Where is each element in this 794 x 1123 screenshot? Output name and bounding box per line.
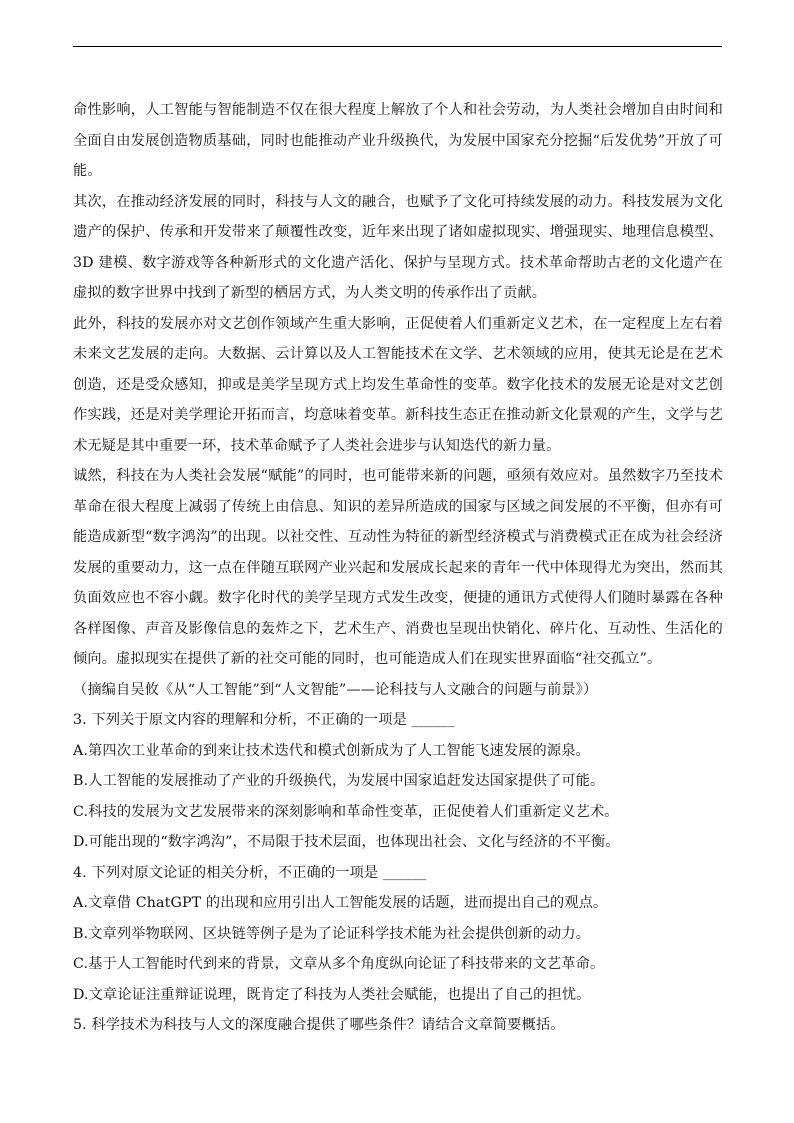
header-rule <box>73 46 722 47</box>
source-citation: （摘编自吴攸《从“人工智能”到“人文智能”——论科技与人文融合的问题与前景》） <box>73 681 598 698</box>
question-3-option-d: D.可能出现的“数字鸿沟”，不局限于技术层面，也体现出社会、文化与经济的不平衡。 <box>73 834 620 850</box>
question-3-option-b: B.人工智能的发展推动了产业的升级换代，为发展中国家追赶发达国家提供了可能。 <box>73 773 605 789</box>
question-4-option-c: C.基于人工智能时代到来的背景，文章从多个角度纵向论证了科技带来的文艺革命。 <box>73 956 605 972</box>
question-3-stem: 3. 下列关于原文内容的理解和分析，不正确的一项是 ______ <box>73 712 456 728</box>
question-3-option-c: C.科技的发展为文艺发展带来的深刻影响和革命性变革，正促使着人们重新定义艺术。 <box>73 803 619 820</box>
paragraph-4: 诚然，科技在为人类社会发展“赋能”的同时，也可能带来新的问题，亟须有效应对。虽然数字乃至技术革命在很大程度上减弱了传统上由信息、知识的差异所造成的国家与区域之间发展的不平衡，但亦有可能造成新型“数字鸿沟”的出现。以社交性、互动性为特征的新型经济模式与消费模式正在成为社会经济发展的重要动力，这一点在伴随互联网产业兴起和发展成长起来的青年一代中体现得尤为突出，然而其负面效应也不容小觑。数字化时代的美学呈现方式发生改变，便捷的通讯方式使得人们随时暴露在各种各样图像、声音及影像信息的轰炸之下，艺术生产、消费也呈现出快销化、碎片化、互动性、生活化的倾向。虚拟现实在提供了新的社交可能的同时，也可能造成人们在现实世界面临“社交孤立”。 <box>73 468 723 667</box>
question-3-option-a: A.第四次工业革命的到来让技术迭代和模式创新成为了人工智能飞速发展的源泉。 <box>73 742 590 759</box>
paragraph-1: 命性影响，人工智能与智能制造不仅在很大程度上解放了个人和社会劳动，为人类社会增加自由时间和全面自由发展创造物质基础，同时也能推动产业升级换代，为发展中国家充分挖掘“后发优势”开放了可能。 <box>73 102 723 179</box>
question-4-stem: 4. 下列对原文论证的相关分析，不正确的一项是 ______ <box>73 864 427 881</box>
question-5-stem: 5. 科学技术为科技与人文的深度融合提供了哪些条件？请结合文章简要概括。 <box>73 1017 565 1033</box>
paragraph-2: 其次，在推动经济发展的同时，科技与人文的融合，也赋予了文化可持续发展的动力。科技发展为文化遗产的保护、传承和开发带来了颠覆性改变，近年来出现了诸如虚拟现实、增强现实、地理信息模型、 3D 建模、数字游戏等各种新形式的文化遗产活化、保护与呈现方式。技术革命帮助古老的文化遗产在虚拟的数字世界中找到了新型的栖居方式，为人类文明的传承作出了贡献。 <box>73 193 723 301</box>
question-4-option-a: A.文章借 ChatGPT 的出现和应用引出人工智能发展的话题，进而提出自己的观点。 <box>73 895 608 911</box>
document-body <box>73 95 723 1041</box>
question-4-option-b: B.文章列举物联网、区块链等例子是为了论证科学技术能为社会提供创新的动力。 <box>73 925 591 942</box>
paragraph-3: 此外，科技的发展亦对文艺创作领域产生重大影响，正促使着人们重新定义艺术，在一定程度上左右着未来文艺发展的走向。大数据、云计算以及人工智能技术在文学、艺术领域的应用，使其无论是在艺术创造，还是受众感知，抑或是美学呈现方式上均发生革命性的变革。数字化技术的发展无论是对文艺创作实践，还是对美学理论开拓而言，均意味着变革。新科技生态正在推动新文化景观的产生，文学与艺术无疑是其中重要一环，技术革命赋予了人类社会进步与认知迭代的新力量。 <box>73 315 723 454</box>
question-4-option-d: D.文章论证注重辩证说理，既肯定了科技为人类社会赋能，也提出了自己的担忧。 <box>73 986 591 1003</box>
